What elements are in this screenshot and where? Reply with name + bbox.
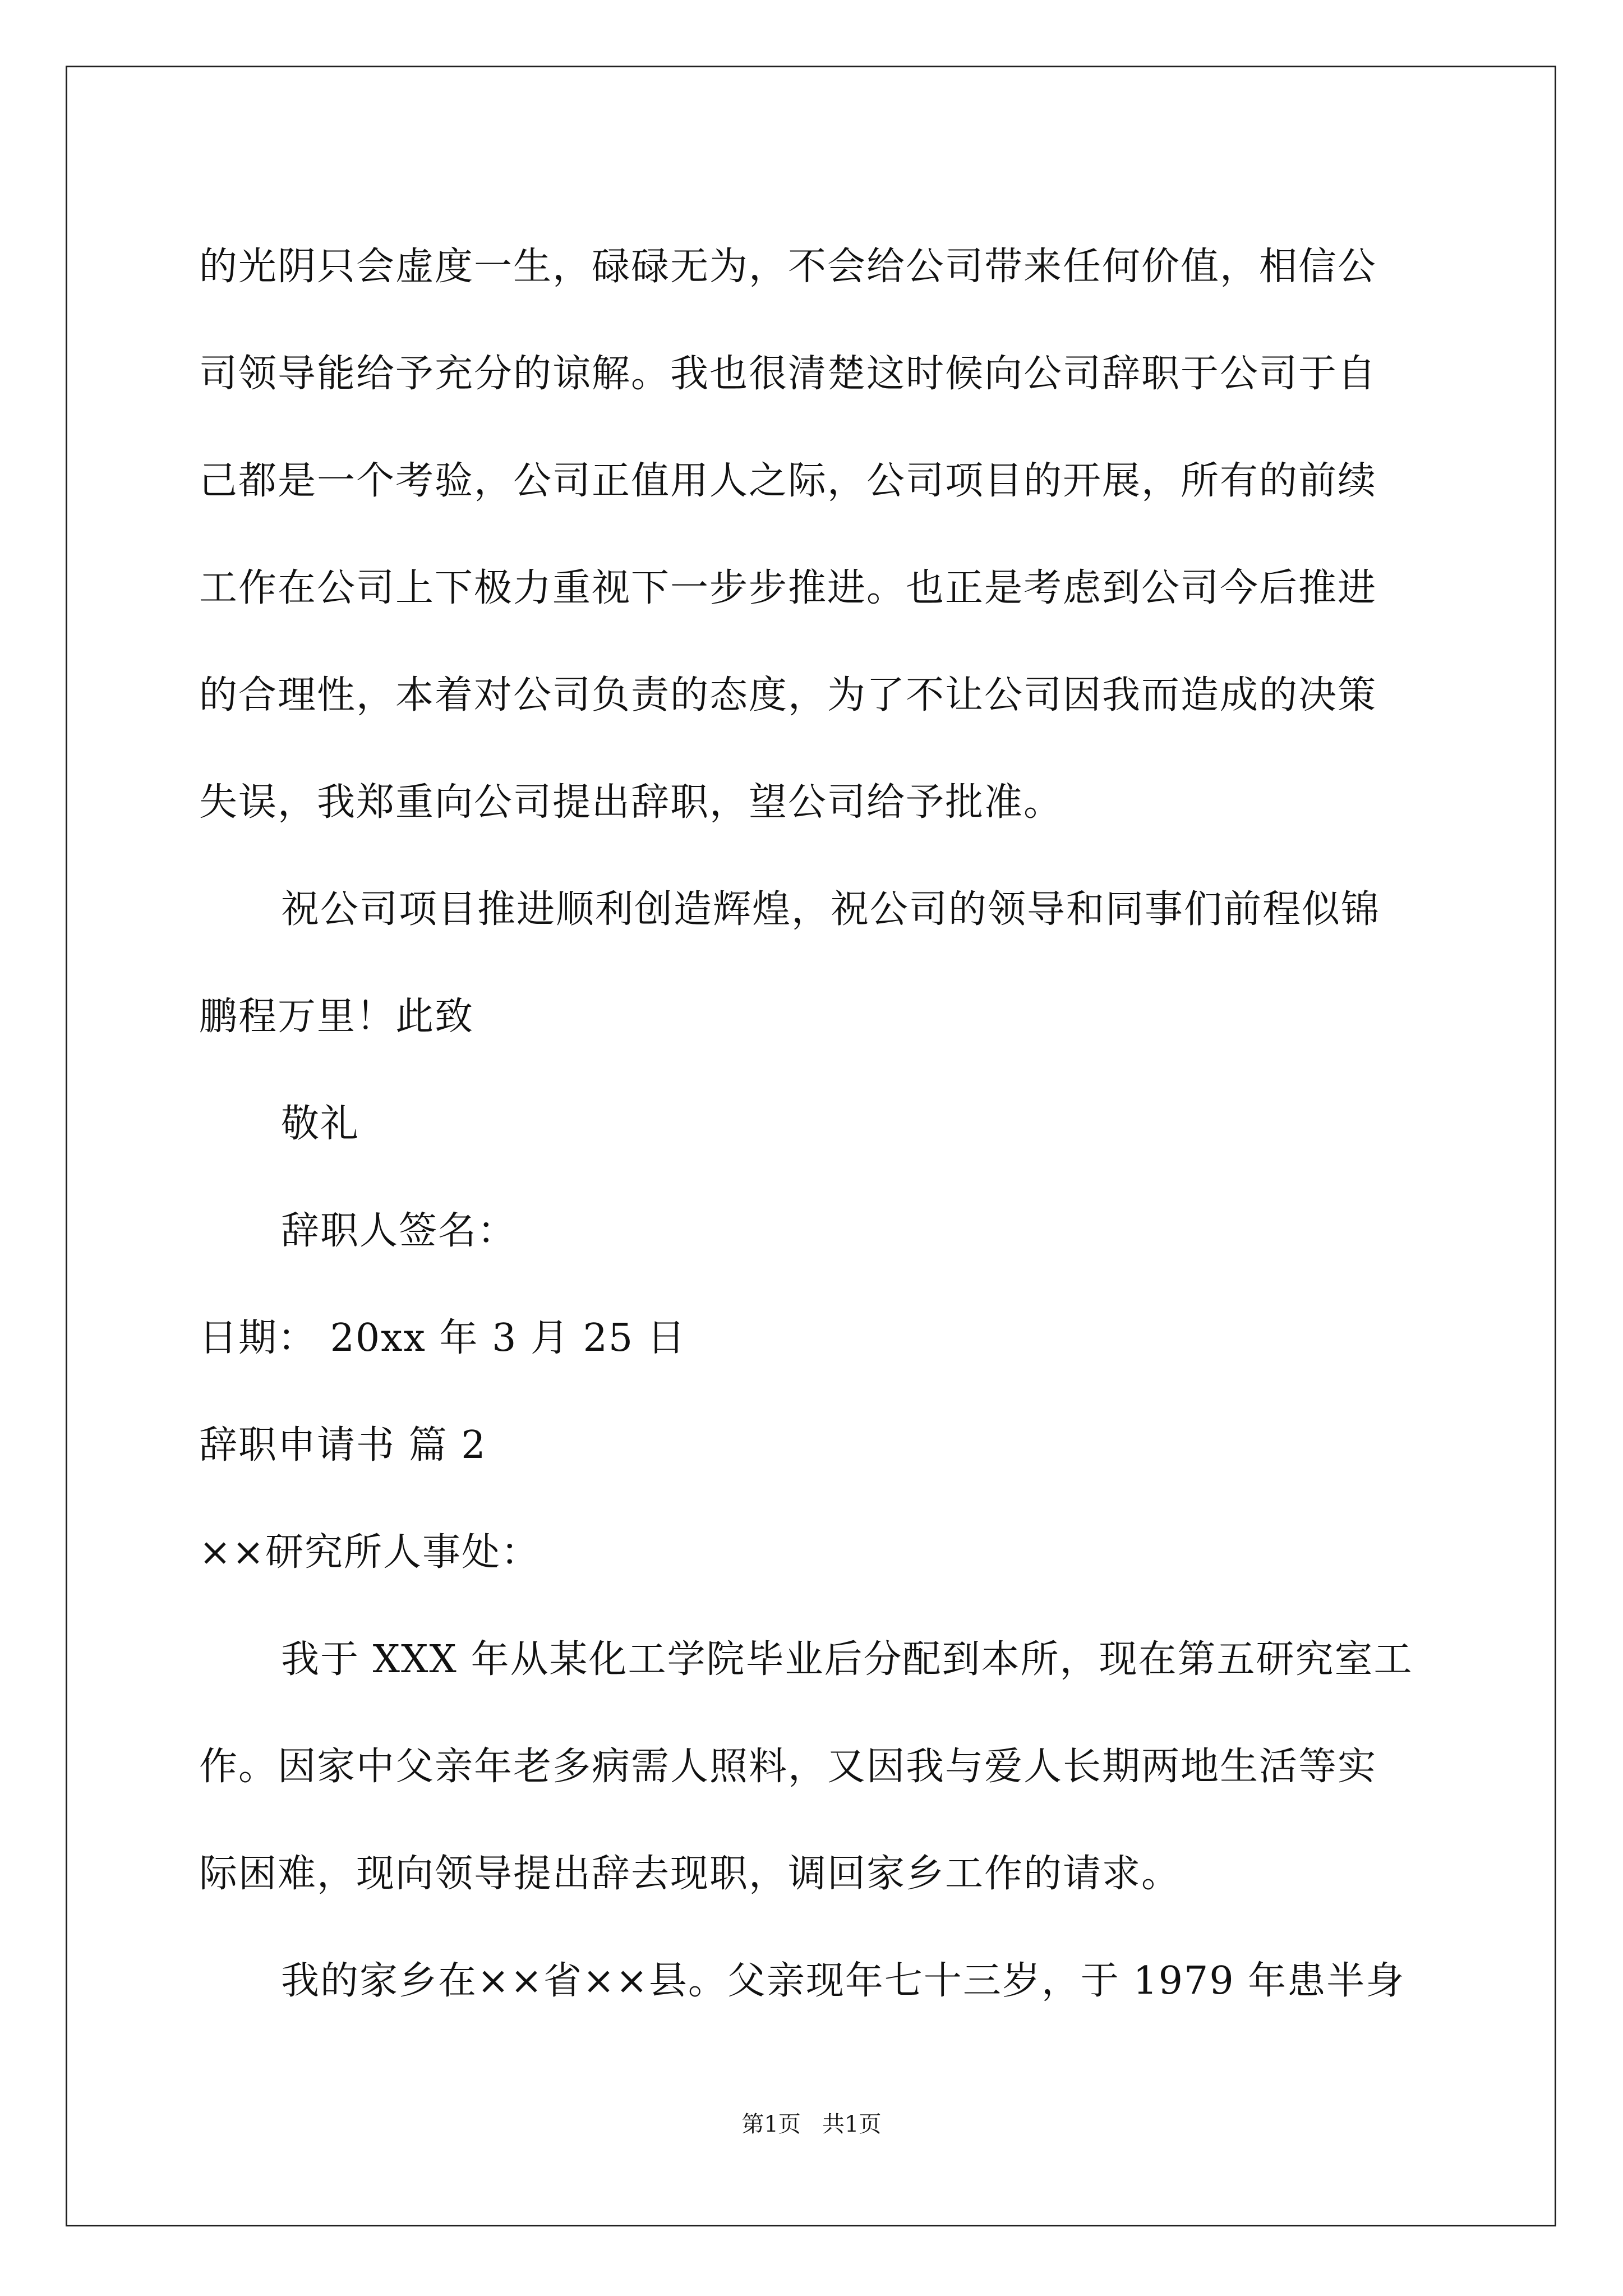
recipient-line: ××研究所人事处： — [199, 1530, 540, 1575]
paragraph-blessing: 祝公司项目推进顺利创造辉煌，祝公司的领导和同事们前程似锦 — [281, 887, 1381, 932]
document-body — [199, 213, 1422, 2035]
text-line: 己都是一个考验，公司正值用人之际，公司项目的开展，所有的前续 — [199, 459, 1377, 503]
text-line: 失误，我郑重向公司提出辞职，望公司给予批准。 — [199, 780, 1063, 825]
text-line: 的光阴只会虚度一生，碌碌无为，不会给公司带来任何价值，相信公 — [199, 245, 1377, 289]
text-line: 际困难，现向领导提出辞去现职，调回家乡工作的请求。 — [199, 1852, 1181, 1896]
text-line: 的合理性，本着对公司负责的态度，为了不让公司因我而造成的决策 — [199, 673, 1377, 717]
date-line: 日期： 20xx 年 3 月 25 日 — [199, 1316, 686, 1360]
salutation-respect: 敬礼 — [281, 1102, 360, 1146]
text-line: 司领导能给予充分的谅解。我也很清楚这时候向公司辞职于公司于自 — [199, 352, 1377, 396]
page-footer: 第1页 共1页 — [741, 2111, 882, 2137]
paragraph-hometown: 我的家乡在××省××县。父亲现年七十三岁，于 1979 年患半身 — [281, 1959, 1405, 2003]
text-line: 作。因家中父亲年老多病需人照料，又因我与爱人长期两地生活等实 — [199, 1745, 1377, 1789]
text-line: 工作在公司上下极力重视下一步步推进。也正是考虑到公司今后推进 — [199, 566, 1377, 610]
paragraph-intro: 我于 XXX 年从某化工学院毕业后分配到本所，现在第五研究室工 — [281, 1637, 1413, 1682]
text-line: 鹏程万里！此致 — [199, 995, 474, 1039]
signature-label: 辞职人签名： — [281, 1209, 517, 1253]
section-title: 辞职申请书 篇 2 — [199, 1423, 487, 1467]
